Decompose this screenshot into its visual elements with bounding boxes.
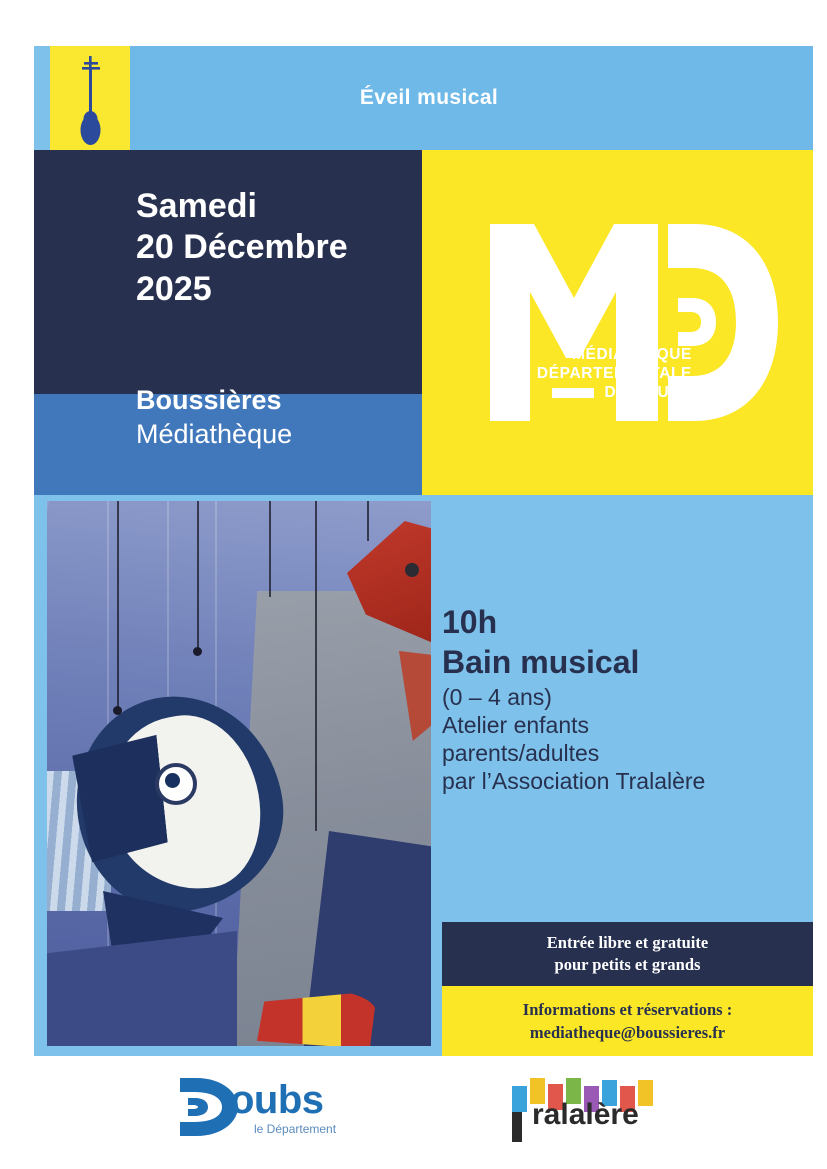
- free-entry-strip: [442, 922, 813, 986]
- tralalere-wordmark: ralalère: [532, 1098, 639, 1131]
- tralalere-block: [512, 1086, 527, 1112]
- violin-icon: [78, 56, 104, 148]
- photo-string-knot: [113, 706, 122, 715]
- place-venue: Médiathèque: [136, 418, 293, 449]
- event-title: Bain musical: [442, 644, 640, 680]
- doubs-logo-tagline: le Département: [254, 1122, 337, 1136]
- place-text: [136, 384, 456, 452]
- doubs-logo-wordmark: oubs: [230, 1078, 324, 1122]
- photo-string: [197, 501, 199, 651]
- photo-red-fish-eye: [405, 563, 419, 577]
- photo-string: [315, 501, 317, 831]
- free-entry-line-2: pour petits et grands: [554, 955, 701, 974]
- event-desc-line-3: par l’Association Tralalère: [442, 768, 706, 795]
- photo-string-knot: [193, 647, 202, 656]
- tralalere-block: [638, 1080, 653, 1106]
- md-caption-line-2: DÉPARTEMENTALE: [536, 364, 692, 382]
- date-line-2: 20 Décembre: [136, 228, 348, 267]
- fish-kite-photo: [47, 501, 431, 1046]
- md-logo-caption: [482, 346, 692, 403]
- date-text: [136, 186, 436, 310]
- caption-dash-icon: [552, 388, 594, 398]
- md-caption-line-1: MÉDIATHÈQUE: [572, 346, 692, 363]
- event-hour: 10h: [442, 604, 498, 640]
- event-desc-line-2: parents/adultes: [442, 740, 600, 767]
- photo-string: [117, 501, 119, 711]
- tralalere-letter-t: [512, 1112, 522, 1142]
- contact-label: Informations et réservations :: [522, 999, 733, 1019]
- contact-email[interactable]: mediatheque@boussieres.fr: [529, 1023, 726, 1042]
- date-line-1: Samedi: [136, 187, 257, 225]
- md-caption-line-3-wrap: [482, 384, 692, 403]
- footer-logos: [34, 1062, 813, 1162]
- poster-subtitle: Éveil musical: [359, 86, 499, 109]
- event-desc-line-1: Atelier enfants: [442, 712, 590, 739]
- photo-fish-eye: [165, 773, 180, 788]
- event-age-range: (0 – 4 ans): [442, 683, 552, 710]
- date-line-3: 2025: [136, 269, 212, 308]
- photo-string: [269, 501, 271, 597]
- contact-strip: [442, 986, 813, 1056]
- photo-string: [367, 501, 369, 541]
- md-caption-line-3: DU DOUBS: [604, 383, 692, 401]
- free-entry-line-1: Entrée libre et gratuite: [546, 932, 709, 952]
- place-city: Boussières: [136, 385, 282, 415]
- poster: [34, 46, 813, 1056]
- event-details: [442, 606, 812, 795]
